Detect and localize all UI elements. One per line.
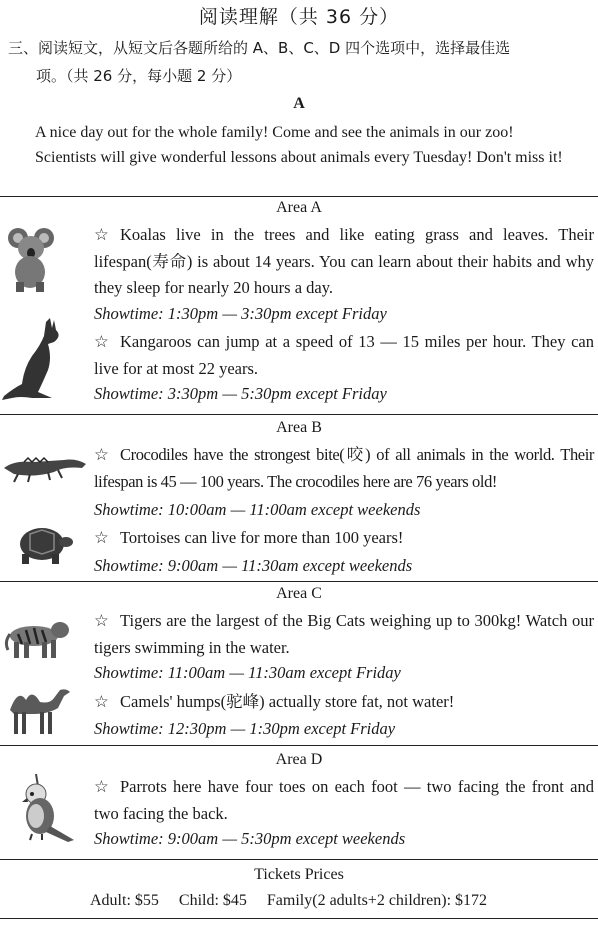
instructions-line-2: 项。（共 26 分，每小题 2 分）: [36, 67, 242, 85]
divider: [0, 859, 598, 860]
instructions-line-1: 三、阅读短文，从短文后各题所给的 A、B、C、D 四个选项中，选择最佳选: [8, 39, 511, 57]
camel-showtime: Showtime: 12:30pm — 1:30pm except Friday: [94, 719, 396, 738]
parrot-text: Parrots here have four toes on each foot — two facing the front and two facing the back.: [94, 777, 594, 823]
tortoise-showtime: Showtime: 9:00am — 11:30am except weekends: [94, 556, 413, 575]
crocodile-description: [94, 442, 594, 495]
tickets-title: Tickets Prices: [254, 866, 344, 883]
koala-showtime: Showtime: 1:30pm — 3:30pm except Friday: [94, 304, 387, 323]
kangaroo-text: Kangaroos can jump at a speed of 13 — 15 miles per hour. They can live for at most 22 years.: [94, 332, 594, 378]
tiger-icon: [4, 618, 70, 660]
divider: [0, 414, 598, 415]
tiger-showtime: Showtime: 11:00am — 11:30am except Friday: [94, 663, 401, 682]
koala-description: [94, 222, 594, 302]
camel-icon: [4, 684, 72, 736]
kangaroo-showtime: Showtime: 3:30pm — 5:30pm except Friday: [94, 384, 387, 403]
crocodile-text: Crocodiles have the strongest bite(咬) of all animals in the world. Their lifespan is 45 — 100 years. The crocodiles here are 76 years old!: [94, 445, 594, 491]
kangaroo-description: [94, 329, 594, 382]
price-family: Family(2 adults+2 children): $172: [266, 892, 488, 909]
divider: [0, 581, 598, 582]
star-icon: ☆: [94, 332, 109, 351]
intro-line-1: A nice day out for the whole family! Come and see the animals in our zoo!: [35, 124, 514, 141]
price-adult: Adult: $55: [90, 892, 159, 909]
passage-letter: A: [293, 95, 305, 112]
koala-text: Koalas live in the trees and like eating grass and leaves. Their lifespan(寿命) is about 14 years. You can learn about their habits and why they sleep for nearly 20 hours a day.: [94, 225, 594, 297]
star-icon: ☆: [94, 225, 109, 244]
crocodile-showtime: Showtime: 10:00am — 11:00am except weekends: [94, 500, 421, 519]
divider: [0, 745, 598, 746]
tortoise-text: Tortoises can live for more than 100 years!: [120, 528, 404, 547]
tiger-description: [94, 608, 594, 661]
star-icon: ☆: [94, 528, 109, 547]
camel-description: [94, 689, 594, 716]
area-a-title: Area A: [276, 199, 322, 216]
tortoise-description: [94, 525, 594, 552]
passage-intro: [0, 120, 594, 170]
price-child: Child: $45: [178, 892, 247, 909]
star-icon: ☆: [94, 445, 109, 464]
star-icon: ☆: [94, 611, 109, 630]
star-icon: ☆: [94, 692, 109, 711]
section-title: 阅读理解（共 36 分）: [198, 6, 400, 28]
area-b-title: Area B: [276, 419, 322, 436]
area-d-title: Area D: [275, 751, 323, 768]
tiger-text: Tigers are the largest of the Big Cats weighing up to 300kg! Watch our tigers swimming in the water.: [94, 611, 594, 657]
koala-icon: [4, 224, 60, 294]
intro-line-2: Scientists will give wonderful lessons about animals every Tuesday! Don't miss it!: [35, 149, 563, 166]
parrot-description: [94, 774, 594, 827]
parrot-showtime: Showtime: 9:00am — 5:30pm except weekends: [94, 829, 406, 848]
kangaroo-icon: [2, 318, 64, 400]
divider: [0, 918, 598, 919]
area-c-title: Area C: [276, 585, 322, 602]
ticket-prices: [90, 892, 503, 910]
divider: [0, 196, 598, 197]
instructions: [8, 34, 598, 90]
camel-text: Camels' humps(驼峰) actually store fat, not water!: [120, 692, 455, 711]
crocodile-icon: [4, 452, 86, 484]
parrot-icon: [10, 772, 76, 842]
star-icon: ☆: [94, 777, 109, 796]
tortoise-icon: [10, 520, 74, 568]
